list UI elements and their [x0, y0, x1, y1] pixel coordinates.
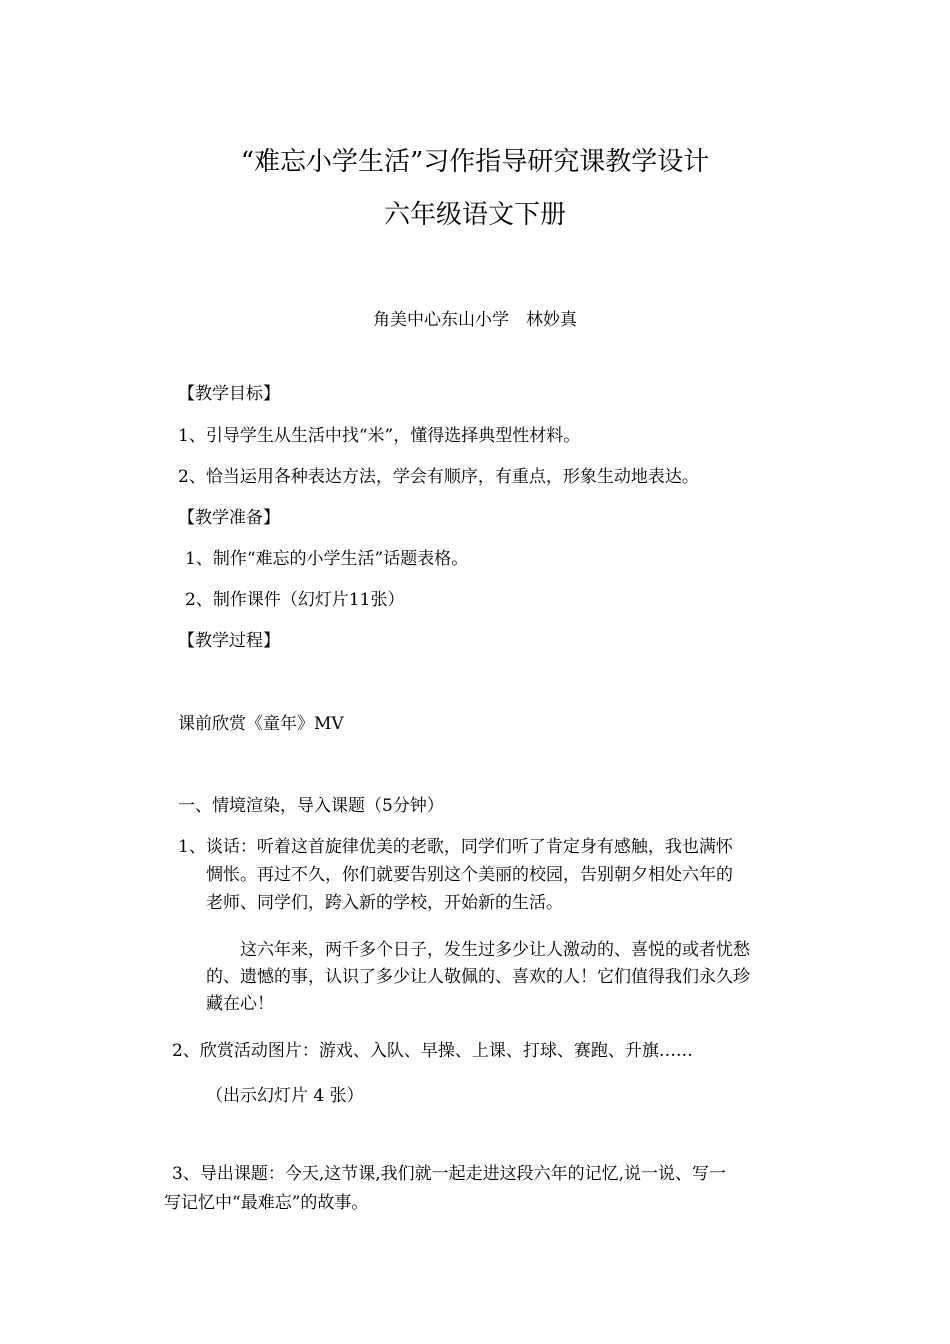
author-line: 角美中心东山小学 林妙真 [373, 310, 577, 330]
prep-heading: 【教学准备】 [178, 508, 280, 528]
document-title: “难忘小学生活”习作指导研究课教学设计 [240, 147, 710, 177]
item1-line1: 1、谈话：听着这首旋律优美的老歌，同学们听了肯定身有感触，我也满怀 [178, 837, 733, 857]
item3-line1: 3、导出课题：今天,这节课,我们就一起走进这段六年的记忆,说一说、写一 [172, 1164, 727, 1184]
paragraph-line3: 藏在心！ [206, 994, 274, 1014]
item1-line3: 老师、同学们，跨入新的学校，开始新的生活。 [206, 893, 563, 913]
paragraph-line2: 的、遗憾的事，认识了多少让人敬佩的、喜欢的人！它们值得我们永久珍 [206, 967, 750, 987]
process-heading: 【教学过程】 [178, 631, 280, 651]
paragraph-line1: 这六年来，两千多个日子，发生过多少让人激动的、喜悦的或者忧愁 [240, 940, 750, 960]
document-subtitle: 六年级语文下册 [383, 200, 566, 230]
prep-item-2: 2、制作课件（幻灯片11张） [185, 590, 405, 610]
goal-item-2: 2、恰当运用各种表达方法，学会有顺序，有重点，形象生动地表达。 [178, 467, 699, 487]
goal-item-1: 1、引导学生从生活中找“米”，懂得选择典型性材料。 [178, 426, 581, 446]
prep-item-1: 1、制作“难忘的小学生活”话题表格。 [185, 549, 469, 569]
item2-line: 2、欣赏活动图片：游戏、入队、早操、上课、打球、赛跑、升旗…… [172, 1041, 693, 1061]
goals-heading: 【教学目标】 [178, 384, 280, 404]
item1-line2: 惆怅。再过不久，你们就要告别这个美丽的校园，告别朝夕相处六年的 [206, 865, 733, 885]
item2-note: （出示幻灯片 4 张） [206, 1086, 364, 1106]
part1-heading: 一、情境渲染，导入课题（5分钟） [178, 796, 444, 816]
pre-class-line: 课前欣赏《童年》MV [178, 714, 344, 734]
item3-line2: 写记忆中“最难忘”的故事。 [164, 1193, 369, 1213]
